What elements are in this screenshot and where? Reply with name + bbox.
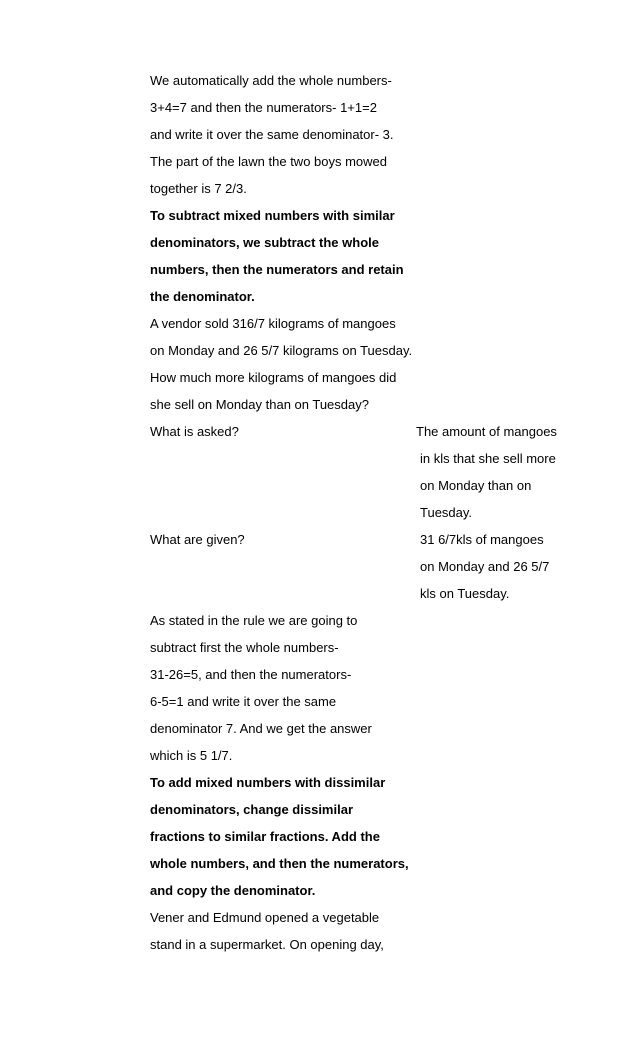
text-line: As stated in the rule we are going to — [150, 613, 358, 628]
rule-line: denominators, change dissimilar — [150, 802, 353, 817]
text-line: We automatically add the whole numbers- — [150, 73, 392, 88]
rule-line: numbers, then the numerators and retain — [150, 262, 404, 277]
text-line: Vener and Edmund opened a vegetable — [150, 910, 380, 925]
text-line: A vendor sold 316/7 kilograms of mangoes — [150, 316, 396, 331]
text-line: on Monday and 26 5/7 kilograms on Tuesday. — [150, 343, 413, 358]
text-line: subtract first the whole numbers- — [150, 640, 339, 655]
text-line: 31-26=5, and then the numerators- — [150, 667, 352, 682]
question-label: What are given? — [150, 532, 245, 547]
text-line: and write it over the same denominator- 3. — [150, 127, 394, 142]
answer-line: in kls that she sell more — [420, 451, 556, 466]
answer-line: The amount of mangoes — [416, 424, 557, 439]
text-line: How much more kilograms of mangoes did — [150, 370, 397, 385]
rule-line: denominators, we subtract the whole — [150, 235, 379, 250]
rule-line: whole numbers, and then the numerators, — [150, 856, 409, 871]
text-line: denominator 7. And we get the answer — [150, 721, 372, 736]
rule-line: and copy the denominator. — [150, 883, 316, 898]
text-line: 6-5=1 and write it over the same — [150, 694, 337, 709]
text-line: which is 5 1/7. — [150, 748, 233, 763]
text-line: she sell on Monday than on Tuesday? — [150, 397, 369, 412]
rule-line: To subtract mixed numbers with similar — [150, 208, 395, 223]
text-line: The part of the lawn the two boys mowed — [150, 154, 388, 169]
rule-line: To add mixed numbers with dissimilar — [150, 775, 386, 790]
text-line: together is 7 2/3. — [150, 181, 247, 196]
text-line: stand in a supermarket. On opening day, — [150, 937, 384, 952]
answer-line: Tuesday. — [420, 505, 473, 520]
answer-line: 31 6/7kls of mangoes — [420, 532, 544, 547]
answer-line: kls on Tuesday. — [420, 586, 510, 601]
answer-line: on Monday and 26 5/7 — [420, 559, 550, 574]
text-line: 3+4=7 and then the numerators- 1+1=2 — [150, 100, 377, 115]
question-label: What is asked? — [150, 424, 239, 439]
rule-line: fractions to similar fractions. Add the — [150, 829, 380, 844]
answer-line: on Monday than on — [420, 478, 532, 493]
rule-line: the denominator. — [150, 289, 255, 304]
